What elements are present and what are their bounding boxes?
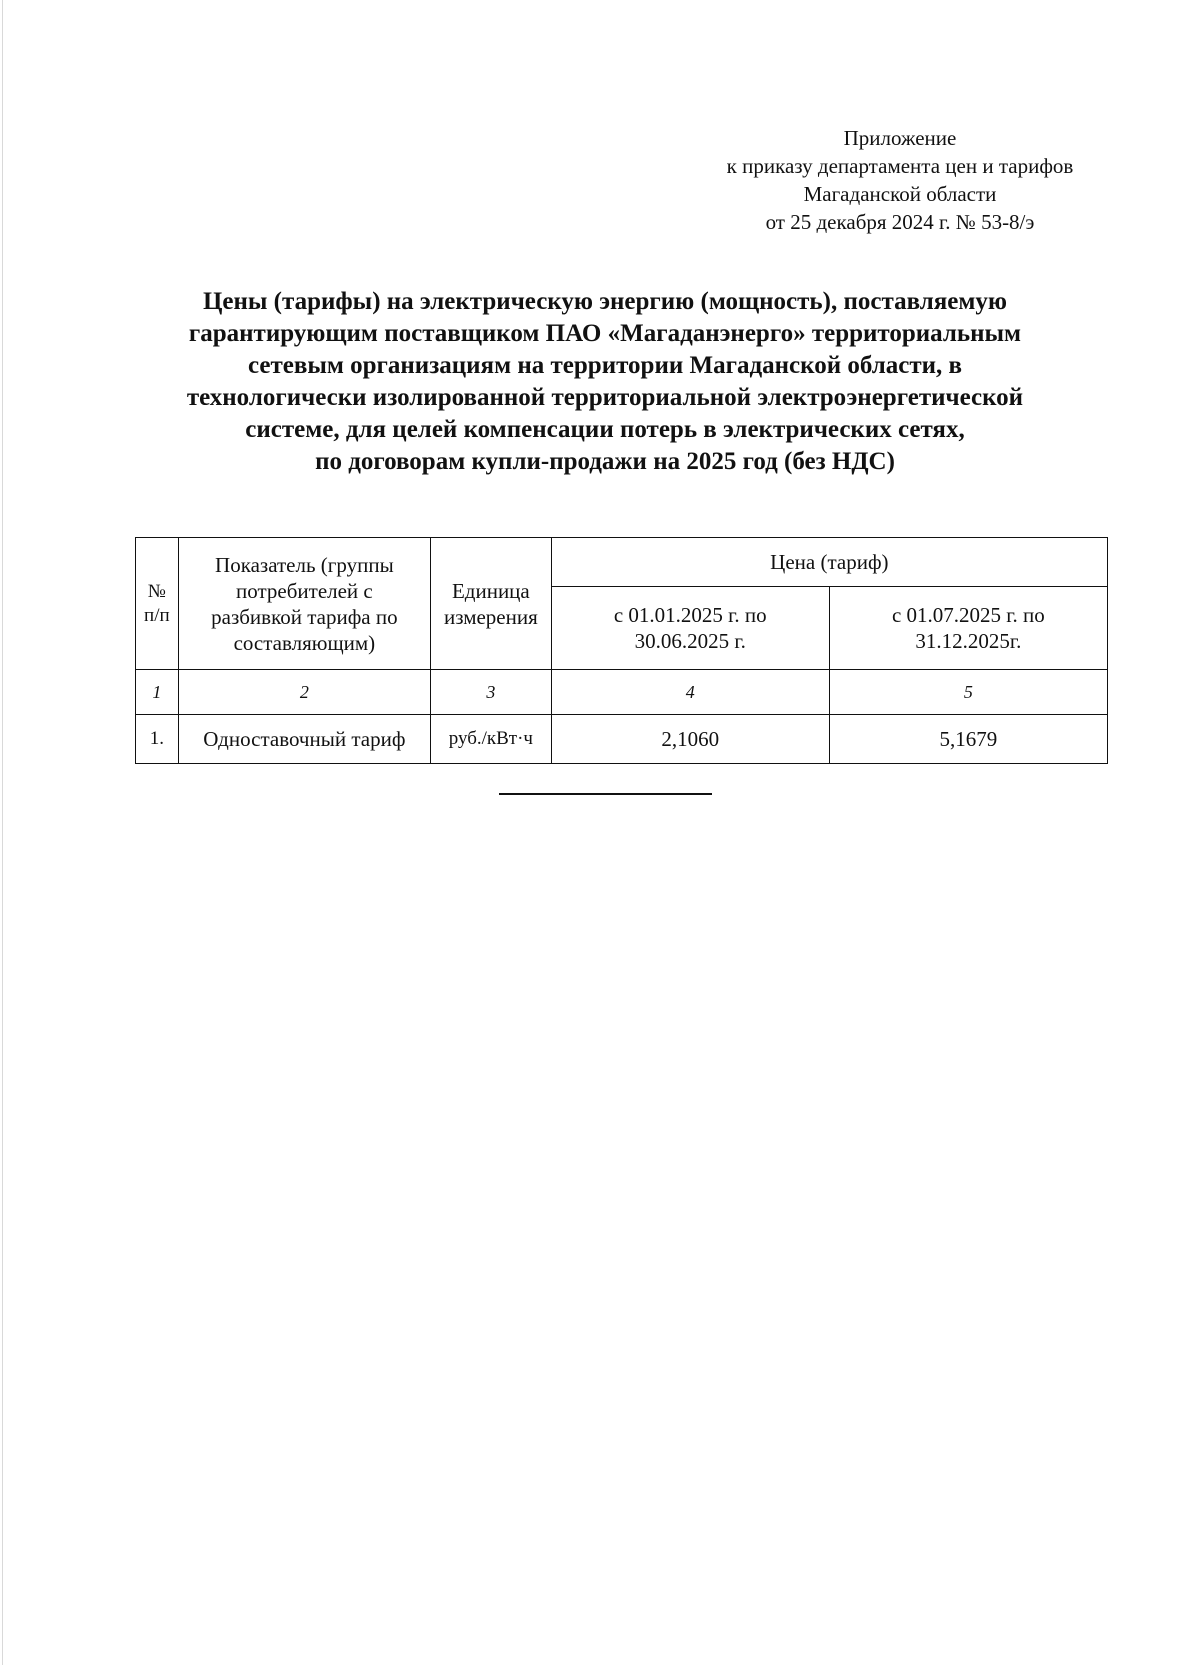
title-line: сетевым организациям на территории Магаданской области, в xyxy=(247,352,963,379)
header-indicator: Показатель (группы потребителей с разбивкой тарифа по составляющим) xyxy=(178,538,430,670)
title-line: Цены (тарифы) на электрическую энергию (мощность), поставляемую xyxy=(202,288,1008,315)
row-num: 1. xyxy=(136,715,179,764)
header-unit: Единица измерения xyxy=(431,538,552,670)
title-line: технологически изолированной территориальной электроэнергетической xyxy=(186,384,1024,411)
column-number: 5 xyxy=(829,670,1107,715)
header-period-2: с 01.07.2025 г. по 31.12.2025г. xyxy=(829,587,1107,670)
appendix-line: от 25 декабря 2024 г. № 53-8/э xyxy=(765,210,1035,234)
column-number: 1 xyxy=(136,670,179,715)
appendix-line: Приложение xyxy=(843,126,957,150)
row-price-period-1: 2,1060 xyxy=(551,715,829,764)
title-line: по договорам купли-продажи на 2025 год (без НДС) xyxy=(315,448,895,475)
header-price-group: Цена (тариф) xyxy=(551,538,1107,587)
appendix-line: к приказу департамента цен и тарифов xyxy=(726,154,1074,178)
table-header-row xyxy=(136,538,1108,587)
appendix-line: Магаданской области xyxy=(803,182,997,206)
column-number: 4 xyxy=(551,670,829,715)
header-period-1: с 01.01.2025 г. по 30.06.2025 г. xyxy=(551,587,829,670)
column-number-row xyxy=(136,670,1108,715)
tariff-table xyxy=(135,537,1108,764)
row-unit: руб./кВт·ч xyxy=(431,715,552,764)
document-title xyxy=(120,286,1090,478)
row-indicator: Одноставочный тариф xyxy=(178,715,430,764)
end-rule xyxy=(499,793,712,795)
row-price-period-2: 5,1679 xyxy=(829,715,1107,764)
scan-edge-line xyxy=(2,0,3,1665)
header-num: № п/п xyxy=(136,538,179,670)
title-line: системе, для целей компенсации потерь в электрических сетях, xyxy=(245,416,965,443)
column-number: 3 xyxy=(431,670,552,715)
table-row xyxy=(136,715,1108,764)
column-number: 2 xyxy=(178,670,430,715)
appendix-block xyxy=(640,124,1160,236)
title-line: гарантирующим поставщиком ПАО «Магаданэнерго» территориальным xyxy=(188,320,1022,347)
